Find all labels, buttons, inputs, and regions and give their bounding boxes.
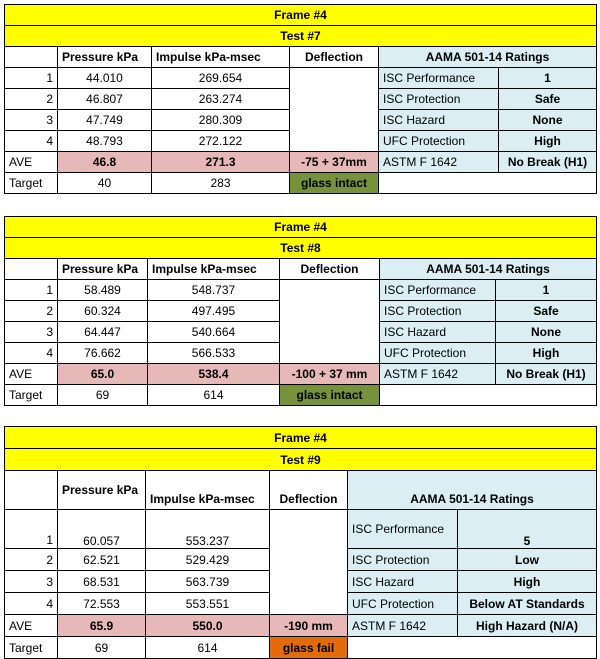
deflection-blank <box>280 280 380 364</box>
astm-label: ASTM F 1642 <box>380 364 496 385</box>
glass-result: glass intact <box>280 385 380 406</box>
rating-label: UFC Protection <box>379 131 499 152</box>
blank-cell <box>348 637 597 659</box>
row-number: 2 <box>5 301 58 322</box>
rating-value: High <box>496 343 597 364</box>
target-impulse: 283 <box>152 173 290 194</box>
pressure-value: 58.489 <box>58 280 148 301</box>
ave-label: AVE <box>5 364 58 385</box>
rating-value: None <box>496 322 597 343</box>
pressure-value: 64.447 <box>58 322 148 343</box>
pressure-value: 60.324 <box>58 301 148 322</box>
rating-label: ISC Performance <box>379 68 499 89</box>
ave-deflection: -190 mm <box>270 615 348 637</box>
target-label: Target <box>5 173 58 194</box>
ave-label: AVE <box>5 152 58 173</box>
ratings-header: AAMA 501-14 Ratings <box>348 471 597 510</box>
row-number: 2 <box>5 89 58 110</box>
rating-value: Safe <box>496 301 597 322</box>
rating-value: 5 <box>458 510 597 549</box>
pressure-value: 60.057 <box>58 510 146 549</box>
row-number: 4 <box>5 593 58 615</box>
target-pressure: 69 <box>58 637 146 659</box>
impulse-value: 280.309 <box>152 110 290 131</box>
ave-row <box>5 364 597 385</box>
rating-label: ISC Performance <box>380 280 496 301</box>
pressure-value: 62.521 <box>58 549 146 571</box>
rating-value: Low <box>458 549 597 571</box>
rating-value: 1 <box>499 68 597 89</box>
pressure-value: 72.553 <box>58 593 146 615</box>
rating-label: ISC Hazard <box>348 571 458 593</box>
pressure-value: 68.531 <box>58 571 146 593</box>
target-row <box>5 173 597 194</box>
rating-label: UFC Protection <box>380 343 496 364</box>
ave-impulse: 550.0 <box>146 615 270 637</box>
row-number: 3 <box>5 571 58 593</box>
blank-cell <box>379 173 597 194</box>
ave-row <box>5 152 597 173</box>
impulse-header: Impulse kPa-msec <box>148 259 280 280</box>
astm-value: No Break (H1) <box>499 152 597 173</box>
target-row <box>5 637 597 659</box>
target-label: Target <box>5 385 58 406</box>
deflection-header: Deflection <box>280 259 380 280</box>
rating-label: ISC Protection <box>380 301 496 322</box>
rating-value: Safe <box>499 89 597 110</box>
impulse-value: 553.551 <box>146 593 270 615</box>
ave-row <box>5 615 597 637</box>
row-number: 1 <box>5 68 58 89</box>
rating-value: 1 <box>496 280 597 301</box>
pressure-header: Pressure kPa <box>58 259 148 280</box>
rating-value: High <box>458 571 597 593</box>
table-row <box>5 68 597 89</box>
rating-label: ISC Protection <box>379 89 499 110</box>
target-impulse: 614 <box>148 385 280 406</box>
ave-pressure: 65.9 <box>58 615 146 637</box>
blank-header-cell <box>5 471 58 510</box>
table-row <box>5 510 597 549</box>
impulse-value: 272.122 <box>152 131 290 152</box>
row-number: 1 <box>5 510 58 549</box>
astm-value: High Hazard (N/A) <box>458 615 597 637</box>
rating-label: ISC Protection <box>348 549 458 571</box>
pressure-value: 44.010 <box>58 68 152 89</box>
deflection-header: Deflection <box>290 47 379 68</box>
row-number: 4 <box>5 131 58 152</box>
ave-pressure: 46.8 <box>58 152 152 173</box>
ratings-header: AAMA 501-14 Ratings <box>379 47 597 68</box>
impulse-value: 529.429 <box>146 549 270 571</box>
pressure-value: 47.749 <box>58 110 152 131</box>
ave-deflection: -100 + 37 mm <box>280 364 380 385</box>
rating-label: ISC Hazard <box>379 110 499 131</box>
row-number: 3 <box>5 110 58 131</box>
blank-cell <box>380 385 597 406</box>
impulse-value: 563.739 <box>146 571 270 593</box>
glass-result: glass intact <box>290 173 379 194</box>
rating-label: UFC Protection <box>348 593 458 615</box>
blank-header-cell <box>5 259 58 280</box>
impulse-value: 566.533 <box>148 343 280 364</box>
rating-value: None <box>499 110 597 131</box>
astm-label: ASTM F 1642 <box>348 615 458 637</box>
table-row <box>5 280 597 301</box>
frame-title: Frame #4 <box>5 217 597 238</box>
pressure-value: 76.662 <box>58 343 148 364</box>
ave-label: AVE <box>5 615 58 637</box>
rating-value: High <box>499 131 597 152</box>
glass-result: glass fail <box>270 637 348 659</box>
test-7-table <box>4 4 597 194</box>
deflection-blank <box>270 510 348 615</box>
test-title: Test #7 <box>5 26 597 47</box>
test-8-table <box>4 216 597 406</box>
impulse-value: 497.495 <box>148 301 280 322</box>
deflection-blank <box>290 68 379 152</box>
astm-value: No Break (H1) <box>496 364 597 385</box>
pressure-header: Pressure kPa <box>58 471 146 510</box>
rating-label: ISC Hazard <box>380 322 496 343</box>
test-title: Test #8 <box>5 238 597 259</box>
ratings-header: AAMA 501-14 Ratings <box>380 259 597 280</box>
row-number: 3 <box>5 322 58 343</box>
pressure-value: 46.807 <box>58 89 152 110</box>
ave-impulse: 271.3 <box>152 152 290 173</box>
astm-label: ASTM F 1642 <box>379 152 499 173</box>
impulse-header: Impulse kPa-msec <box>152 47 290 68</box>
blank-header-cell <box>5 47 58 68</box>
row-number: 1 <box>5 280 58 301</box>
target-pressure: 40 <box>58 173 152 194</box>
deflection-header: Deflection <box>270 471 348 510</box>
target-label: Target <box>5 637 58 659</box>
ave-deflection: -75 + 37mm <box>290 152 379 173</box>
ave-pressure: 65.0 <box>58 364 148 385</box>
row-number: 2 <box>5 549 58 571</box>
target-impulse: 614 <box>146 637 270 659</box>
frame-title: Frame #4 <box>5 5 597 26</box>
impulse-value: 540.664 <box>148 322 280 343</box>
impulse-value: 263.274 <box>152 89 290 110</box>
impulse-value: 269.654 <box>152 68 290 89</box>
ave-impulse: 538.4 <box>148 364 280 385</box>
rating-label: ISC Performance <box>348 510 458 549</box>
frame-title: Frame #4 <box>5 427 597 449</box>
impulse-value: 548.737 <box>148 280 280 301</box>
row-number: 4 <box>5 343 58 364</box>
test-title: Test #9 <box>5 449 597 471</box>
target-row <box>5 385 597 406</box>
pressure-value: 48.793 <box>58 131 152 152</box>
impulse-value: 553.237 <box>146 510 270 549</box>
impulse-header: Impulse kPa-msec <box>146 471 270 510</box>
rating-value: Below AT Standards <box>458 593 597 615</box>
pressure-header: Pressure kPa <box>58 47 152 68</box>
target-pressure: 69 <box>58 385 148 406</box>
test-9-table <box>4 426 597 659</box>
